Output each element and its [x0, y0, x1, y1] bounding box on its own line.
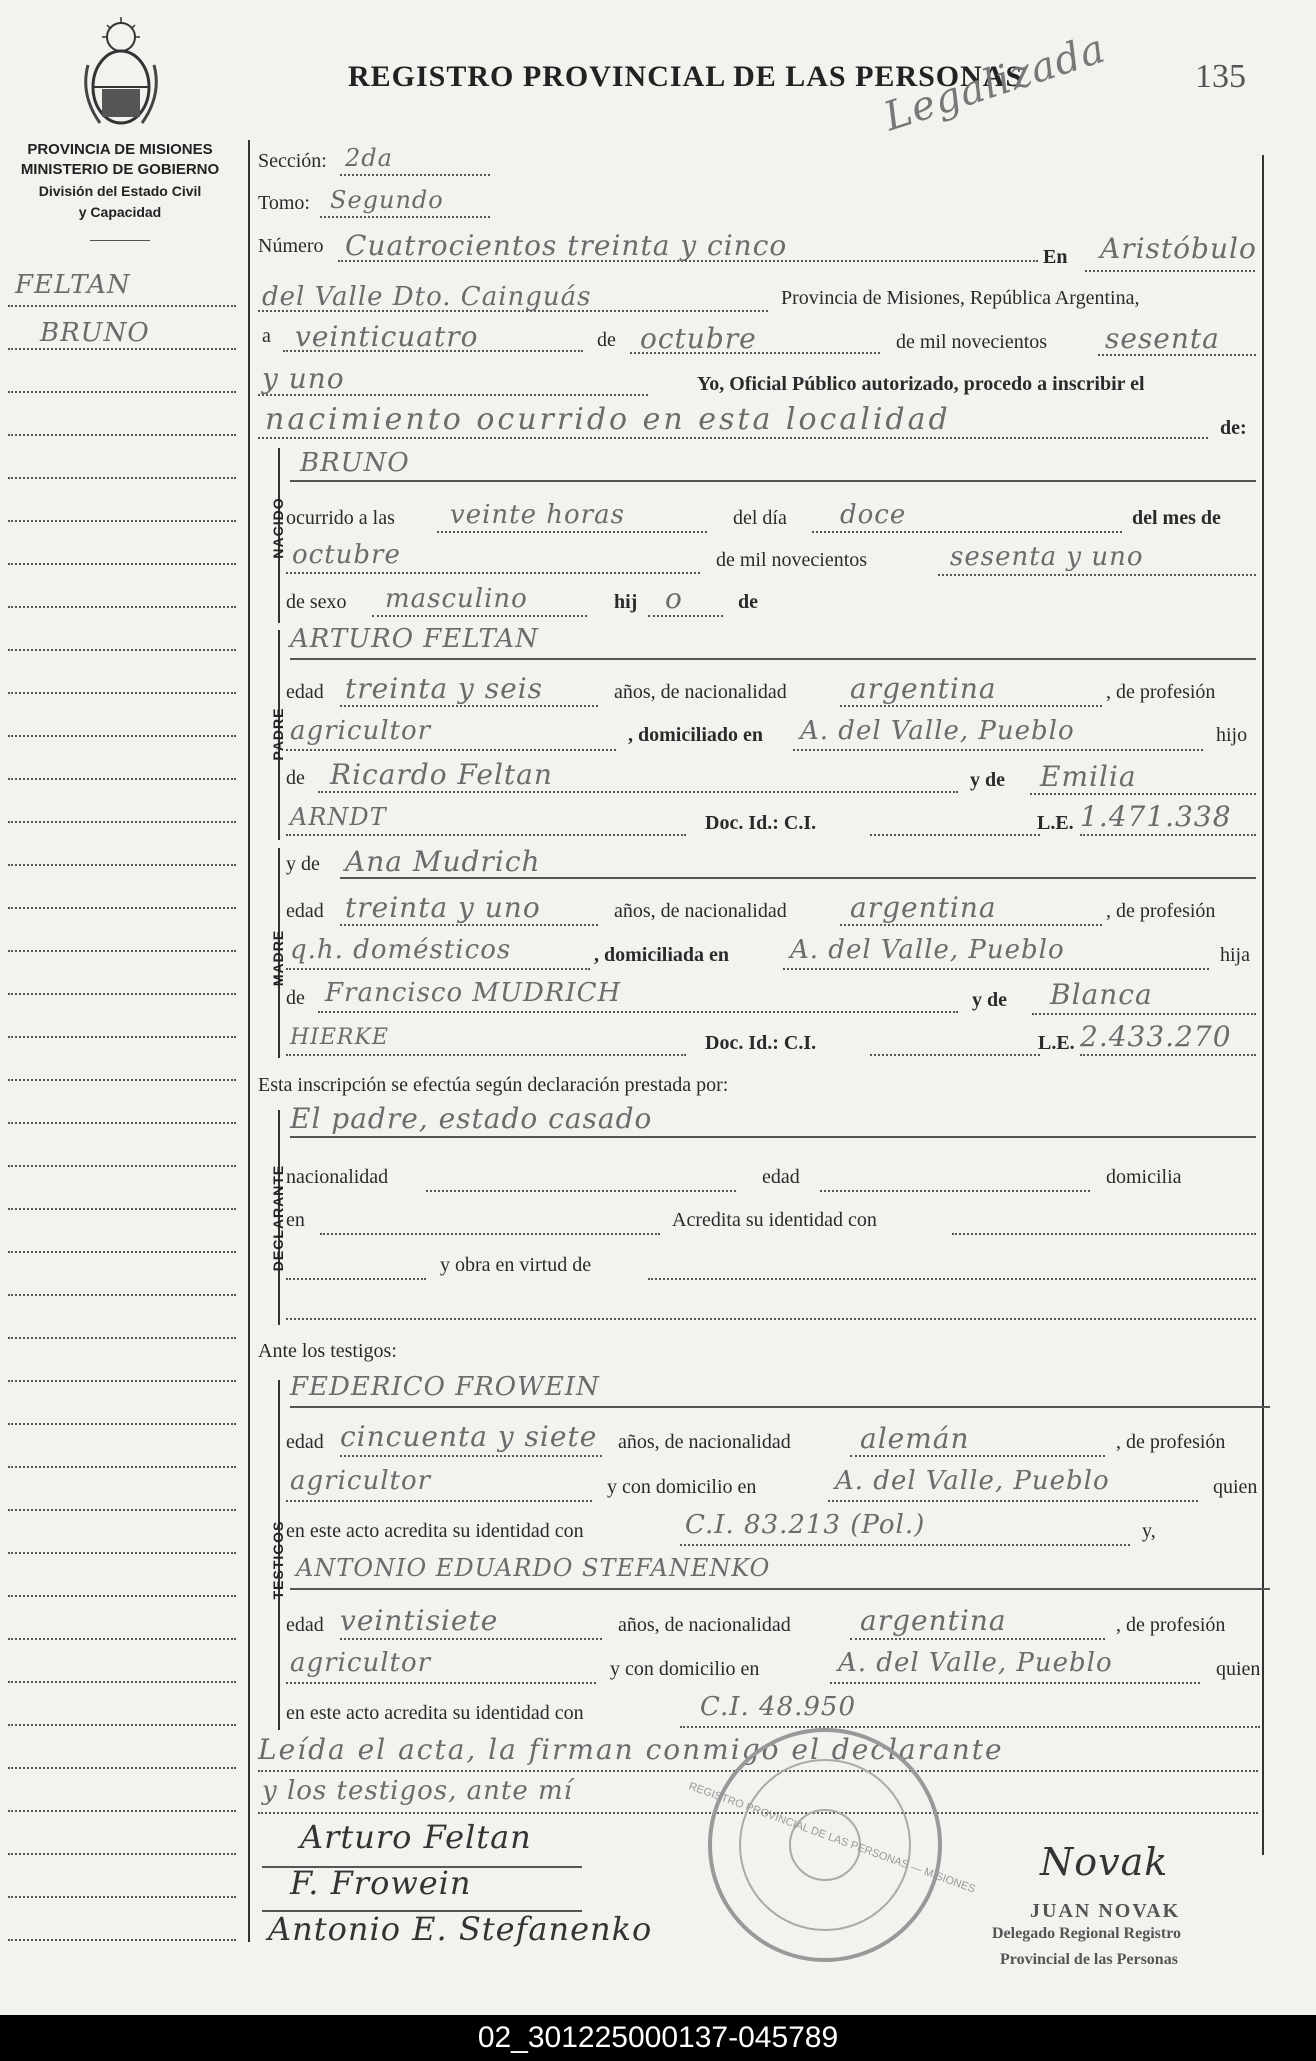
madre-madre2-line	[286, 1054, 686, 1056]
fecha-dia-value: veinticuatro	[295, 320, 479, 353]
margin-line	[8, 1380, 236, 1382]
margin-line	[8, 1036, 236, 1038]
testigo1-edad-label: edad	[286, 1431, 324, 1453]
signature-witness-1: F. Frowein	[290, 1864, 472, 1902]
testigo1-y-label: y,	[1142, 1520, 1156, 1542]
closing-text-1: Leída el acta, la firman conmigo el declarante	[258, 1733, 1004, 1766]
ocurrido-label: ocurrido a las	[286, 507, 395, 529]
padre-ci-line	[870, 834, 1040, 836]
org-line-3: División del Estado Civil	[38, 183, 202, 199]
testigo1-anios-label: años, de nacionalidad	[618, 1431, 791, 1453]
nacido-section-label: NACIDO	[270, 497, 286, 559]
madre-madre-de-value: Blanca	[1050, 978, 1153, 1011]
margin-line	[8, 1595, 236, 1597]
signature-witness-2: Antonio E. Stefanenko	[268, 1910, 653, 1948]
sexo-label: de sexo	[286, 591, 347, 613]
padre-section-label: PADRE	[270, 707, 286, 761]
testigo2-dom-line	[830, 1682, 1200, 1684]
testigo2-edad-value: veintisiete	[340, 1604, 499, 1637]
testigo2-profesion-label: , de profesión	[1116, 1614, 1226, 1636]
official-name: JUAN NOVAK	[1030, 1900, 1181, 1922]
seccion-value: 2da	[345, 144, 393, 172]
padre-anios-label: años, de nacionalidad	[614, 681, 787, 703]
hij-label: hij	[614, 591, 638, 613]
seal-text: REGISTRO PROVINCIAL DE LAS PERSONAS — MISIONES	[687, 1780, 977, 1896]
margin-line	[8, 649, 236, 651]
oficial-text: Yo, Oficial Público autorizado, procedo a inscribir el	[697, 373, 1145, 395]
testigo1-prof-line	[286, 1500, 592, 1502]
fecha-mes-value: octubre	[640, 322, 757, 355]
madre-dom-line	[783, 968, 1209, 970]
sexo-value: masculino	[385, 584, 528, 614]
padre-edad-label: edad	[286, 681, 324, 703]
testigos-label: Ante los testigos:	[258, 1340, 397, 1362]
declarante-edad-label: edad	[762, 1166, 800, 1188]
padre-le-line	[1080, 834, 1256, 836]
testigo2-nombre-value: ANTONIO EDUARDO STEFANENKO	[296, 1554, 771, 1582]
margin-line	[8, 1294, 236, 1296]
madre-nacionalidad-value: argentina	[850, 891, 997, 924]
seccion-line	[340, 174, 490, 176]
fecha-anio-value: sesenta	[1105, 322, 1220, 355]
testigo1-acredita-label: en este acto acredita su identidad con	[286, 1520, 584, 1542]
margin-line	[8, 1337, 236, 1339]
margin-line	[8, 1724, 236, 1726]
margin-line	[8, 821, 236, 823]
testigo1-nombre-line	[290, 1406, 1270, 1408]
en-value: Aristóbulo	[1100, 232, 1257, 265]
padre-doc-label: Doc. Id.: C.I.	[705, 812, 817, 834]
margin-line	[8, 1810, 236, 1812]
padre-domiciliado-label: , domiciliado en	[628, 724, 764, 746]
provincia-text: Provincia de Misiones, República Argentina,	[781, 287, 1140, 309]
margin-line	[8, 477, 236, 479]
main-right-border	[1262, 155, 1264, 1855]
madre-profesion-label: , de profesión	[1106, 900, 1216, 922]
declarante-en-line	[320, 1233, 660, 1235]
madre-y-de2-label: y de	[972, 989, 1007, 1011]
margin-line	[8, 692, 236, 694]
margin-note-1: FELTAN	[15, 270, 131, 300]
nacido-de-label: de	[738, 591, 758, 613]
madre-y-de-label: y de	[286, 853, 320, 875]
margin-line	[8, 1208, 236, 1210]
padre-edad-value: treinta y seis	[345, 672, 544, 705]
padre-le-label: L.E.	[1037, 812, 1074, 834]
declarante-line	[290, 1136, 1256, 1138]
margin-line	[8, 1681, 236, 1683]
testigo1-profesion-value: agricultor	[290, 1466, 432, 1496]
padre-yde-line	[1030, 793, 1256, 795]
testigo2-profesion-value: agricultor	[290, 1648, 432, 1678]
padre-madre-de-value-2: ARNDT	[290, 803, 387, 831]
del-dia-label: del día	[733, 507, 787, 529]
nacido-mes-value: octubre	[292, 540, 401, 570]
madre-profesion-value: q.h. domésticos	[290, 935, 512, 965]
margin-line	[8, 606, 236, 608]
organization-block	[0, 140, 240, 221]
padre-dom-line	[793, 749, 1203, 751]
madre-nac-line	[840, 924, 1102, 926]
margin-line	[8, 1853, 236, 1855]
lugar-value: del Valle Dto. Cainguás	[262, 282, 592, 312]
madre-doc-label: Doc. Id.: C.I.	[705, 1032, 817, 1054]
document-id-bar	[0, 2015, 1316, 2061]
coat-of-arms-icon	[80, 15, 162, 133]
padre-y-de-label: y de	[970, 769, 1005, 791]
testigo2-acredita-label: en este acto acredita su identidad con	[286, 1702, 584, 1724]
acto-line	[258, 437, 1208, 439]
padre-profesion-value: agricultor	[290, 716, 432, 746]
closing-text-2: y los testigos, ante mí	[262, 1776, 573, 1806]
testigo1-doc-line	[680, 1544, 1130, 1546]
margin-line	[8, 520, 236, 522]
madre-domiciliada-label: , domiciliada en	[594, 944, 730, 966]
org-line-2: MINISTERIO DE GOBIERNO	[20, 161, 220, 178]
margin-line	[8, 1509, 236, 1511]
del-mes-label: del mes de	[1132, 507, 1221, 529]
madre-de-label: de	[286, 987, 305, 1009]
declarante-obra-pre-line	[286, 1278, 426, 1280]
margin-line	[8, 305, 236, 307]
padre-le-value: 1.471.338	[1080, 800, 1232, 833]
testigo2-doc-value: C.I. 48.950	[700, 1692, 857, 1722]
legalized-stamp: Legalizada	[878, 25, 1112, 141]
padre-de-line	[318, 791, 958, 793]
dia-nac-line	[812, 531, 1122, 533]
declarante-edad-line	[820, 1190, 1090, 1192]
signature-father: Arturo Feltan	[300, 1818, 532, 1856]
declarante-extra-line	[286, 1318, 1256, 1320]
margin-line	[8, 1079, 236, 1081]
de-mil-label: de mil novecientos	[716, 549, 868, 571]
margin-line	[8, 563, 236, 565]
acto-de-label: de:	[1220, 417, 1247, 439]
padre-madre2-line	[286, 834, 686, 836]
testigo1-nombre-value: FEDERICO FROWEIN	[290, 1372, 600, 1402]
testigo1-domicilio-label: y con domicilio en	[607, 1476, 757, 1498]
inscripcion-text: Esta inscripción se efectúa según declaración prestada por:	[258, 1074, 729, 1096]
seccion-label: Sección:	[258, 150, 327, 172]
official-signature: Novak	[1040, 1840, 1169, 1884]
madre-de-line	[318, 1011, 958, 1013]
testigo1-domicilio-value: A. del Valle, Pueblo	[835, 1466, 1110, 1496]
margin-line	[8, 1896, 236, 1898]
declarante-section-label: DECLARANTE	[270, 1164, 286, 1272]
de-label: de	[597, 329, 616, 351]
margin-line	[8, 1939, 236, 1941]
document-title: REGISTRO PROVINCIAL DE LAS PERSONAS	[348, 60, 1024, 93]
padre-prof-line	[286, 749, 616, 751]
madre-le-label: L.E.	[1038, 1032, 1075, 1054]
margin-note-2: BRUNO	[40, 318, 150, 348]
testigo1-edad-line	[340, 1455, 602, 1457]
testigo1-doc-value: C.I. 83.213 (Pol.)	[685, 1510, 926, 1540]
margin-line	[8, 864, 236, 866]
madre-domicilio-value: A. del Valle, Pueblo	[790, 935, 1065, 965]
org-line-1: PROVINCIA DE MISIONES	[27, 141, 213, 158]
nacido-anio-value: sesenta y uno	[950, 542, 1144, 572]
madre-prof-line	[286, 968, 590, 970]
declarante-acredita-label: Acredita su identidad con	[672, 1209, 877, 1231]
nacido-dia-value: doce	[840, 500, 907, 530]
margin-line	[8, 1122, 236, 1124]
numero-value: Cuatrocientos treinta y cinco	[345, 229, 788, 262]
testigo2-edad-line	[340, 1638, 602, 1640]
en-label: En	[1043, 246, 1068, 268]
nacido-nombre-value: BRUNO	[300, 448, 410, 478]
margin-line	[8, 950, 236, 952]
hora-line	[437, 531, 707, 533]
padre-profesion-label: , de profesión	[1106, 681, 1216, 703]
anio-nac-line	[938, 574, 1256, 576]
padre-padre-de-value: Ricardo Feltan	[330, 758, 553, 791]
testigo1-profesion-label: , de profesión	[1116, 1431, 1226, 1453]
margin-line	[8, 1767, 236, 1769]
padre-edad-line	[340, 705, 598, 707]
margin-line	[8, 1552, 236, 1554]
declarante-acredita-line	[952, 1233, 1256, 1235]
madre-madre-de-value-2: HIERKE	[290, 1025, 389, 1050]
org-divider	[90, 240, 150, 241]
madre-padre-de-value: Francisco MUDRICH	[325, 978, 622, 1008]
declarante-en-label: en	[286, 1209, 305, 1231]
tomo-line	[320, 216, 490, 218]
madre-nombre-value: Ana Mudrich	[345, 845, 541, 878]
padre-nacionalidad-value: argentina	[850, 672, 997, 705]
anio-label: de mil novecientos	[896, 331, 1048, 353]
testigo2-anios-label: años, de nacionalidad	[618, 1614, 791, 1636]
margin-line	[8, 434, 236, 436]
madre-anios-label: años, de nacionalidad	[614, 900, 787, 922]
nacido-nombre-line	[290, 480, 1256, 482]
madre-le-line	[1080, 1054, 1256, 1056]
margin-line	[8, 993, 236, 995]
madre-section-label: MADRE	[270, 929, 286, 987]
declarante-obra-line	[648, 1278, 1256, 1280]
declarante-nacionalidad-label: nacionalidad	[286, 1166, 389, 1188]
testigo1-dom-line	[828, 1500, 1198, 1502]
official-title-1: Delegado Regional Registro	[992, 1925, 1182, 1942]
testigo1-quien-label: quien	[1213, 1476, 1258, 1498]
margin-line	[8, 1165, 236, 1167]
acto-value: nacimiento ocurrido en esta localidad	[265, 402, 951, 437]
declarante-domicilio-label: domicilia	[1106, 1166, 1182, 1188]
testigo1-nacionalidad-value: alemán	[860, 1422, 970, 1455]
margin-line	[8, 1638, 236, 1640]
declarante-obra-label: y obra en virtud de	[440, 1254, 592, 1276]
margin-line	[8, 907, 236, 909]
padre-de-label: de	[286, 767, 305, 789]
numero-label: Número	[258, 235, 324, 257]
padre-madre-de-value: Emilia	[1040, 760, 1137, 793]
madre-edad-value: treinta y uno	[345, 891, 541, 924]
testigos-section-label: TESTIGOS	[270, 1520, 286, 1600]
tomo-value: Segundo	[330, 186, 444, 214]
a-label: a	[262, 325, 271, 347]
tomo-label: Tomo:	[258, 192, 310, 214]
madre-ci-line	[870, 1054, 1040, 1056]
official-seal-icon	[700, 1720, 950, 1970]
testigo2-domicilio-label: y con domicilio en	[610, 1658, 760, 1680]
hij-value: o	[665, 582, 683, 615]
en-line	[1085, 270, 1255, 272]
margin-line	[8, 735, 236, 737]
folio-number: 135	[1195, 58, 1246, 95]
margin-line	[8, 1466, 236, 1468]
margin-line	[8, 1251, 236, 1253]
mes-nac-line	[286, 572, 700, 574]
signature-line-2	[262, 1910, 582, 1912]
testigo2-domicilio-value: A. del Valle, Pueblo	[838, 1648, 1113, 1678]
testigo2-prof-line	[286, 1682, 596, 1684]
madre-yde-line	[1032, 1013, 1256, 1015]
padre-hijo-label: hijo	[1216, 724, 1248, 746]
padre-nombre-line	[290, 658, 1256, 660]
madre-edad-label: edad	[286, 900, 324, 922]
document-id: 02_301225000137-045789	[477, 2021, 839, 2054]
declarante-nac-line	[426, 1190, 736, 1192]
testigo1-edad-value: cincuenta y siete	[340, 1420, 598, 1453]
org-line-4: y Capacidad	[78, 204, 162, 220]
fecha-anio-value-2: y uno	[262, 362, 345, 395]
madre-hija-label: hija	[1220, 944, 1250, 966]
main-left-border	[248, 140, 250, 1942]
testigo2-nacionalidad-value: argentina	[860, 1604, 1007, 1637]
margin-line	[8, 391, 236, 393]
padre-nac-line	[840, 705, 1102, 707]
testigo2-nombre-line	[290, 1588, 1270, 1590]
margin-line	[8, 348, 236, 350]
sexo-line	[372, 615, 587, 617]
margin-line	[8, 778, 236, 780]
testigo1-nac-line	[850, 1455, 1105, 1457]
signature-line-1	[262, 1866, 582, 1868]
testigo2-edad-label: edad	[286, 1614, 324, 1636]
declarante-value: El padre, estado casado	[290, 1102, 653, 1135]
hora-value: veinte horas	[450, 500, 625, 530]
official-title-2: Provincial de las Personas	[1000, 1951, 1178, 1968]
padre-nombre-value: ARTURO FELTAN	[290, 624, 539, 654]
madre-edad-line	[340, 924, 598, 926]
margin-line	[8, 1423, 236, 1425]
testigo2-nac-line	[850, 1638, 1105, 1640]
testigo2-quien-label: quien	[1216, 1658, 1261, 1680]
padre-domicilio-value: A. del Valle, Pueblo	[800, 716, 1075, 746]
hij-line	[648, 615, 723, 617]
madre-le-value: 2.433.270	[1080, 1020, 1232, 1053]
